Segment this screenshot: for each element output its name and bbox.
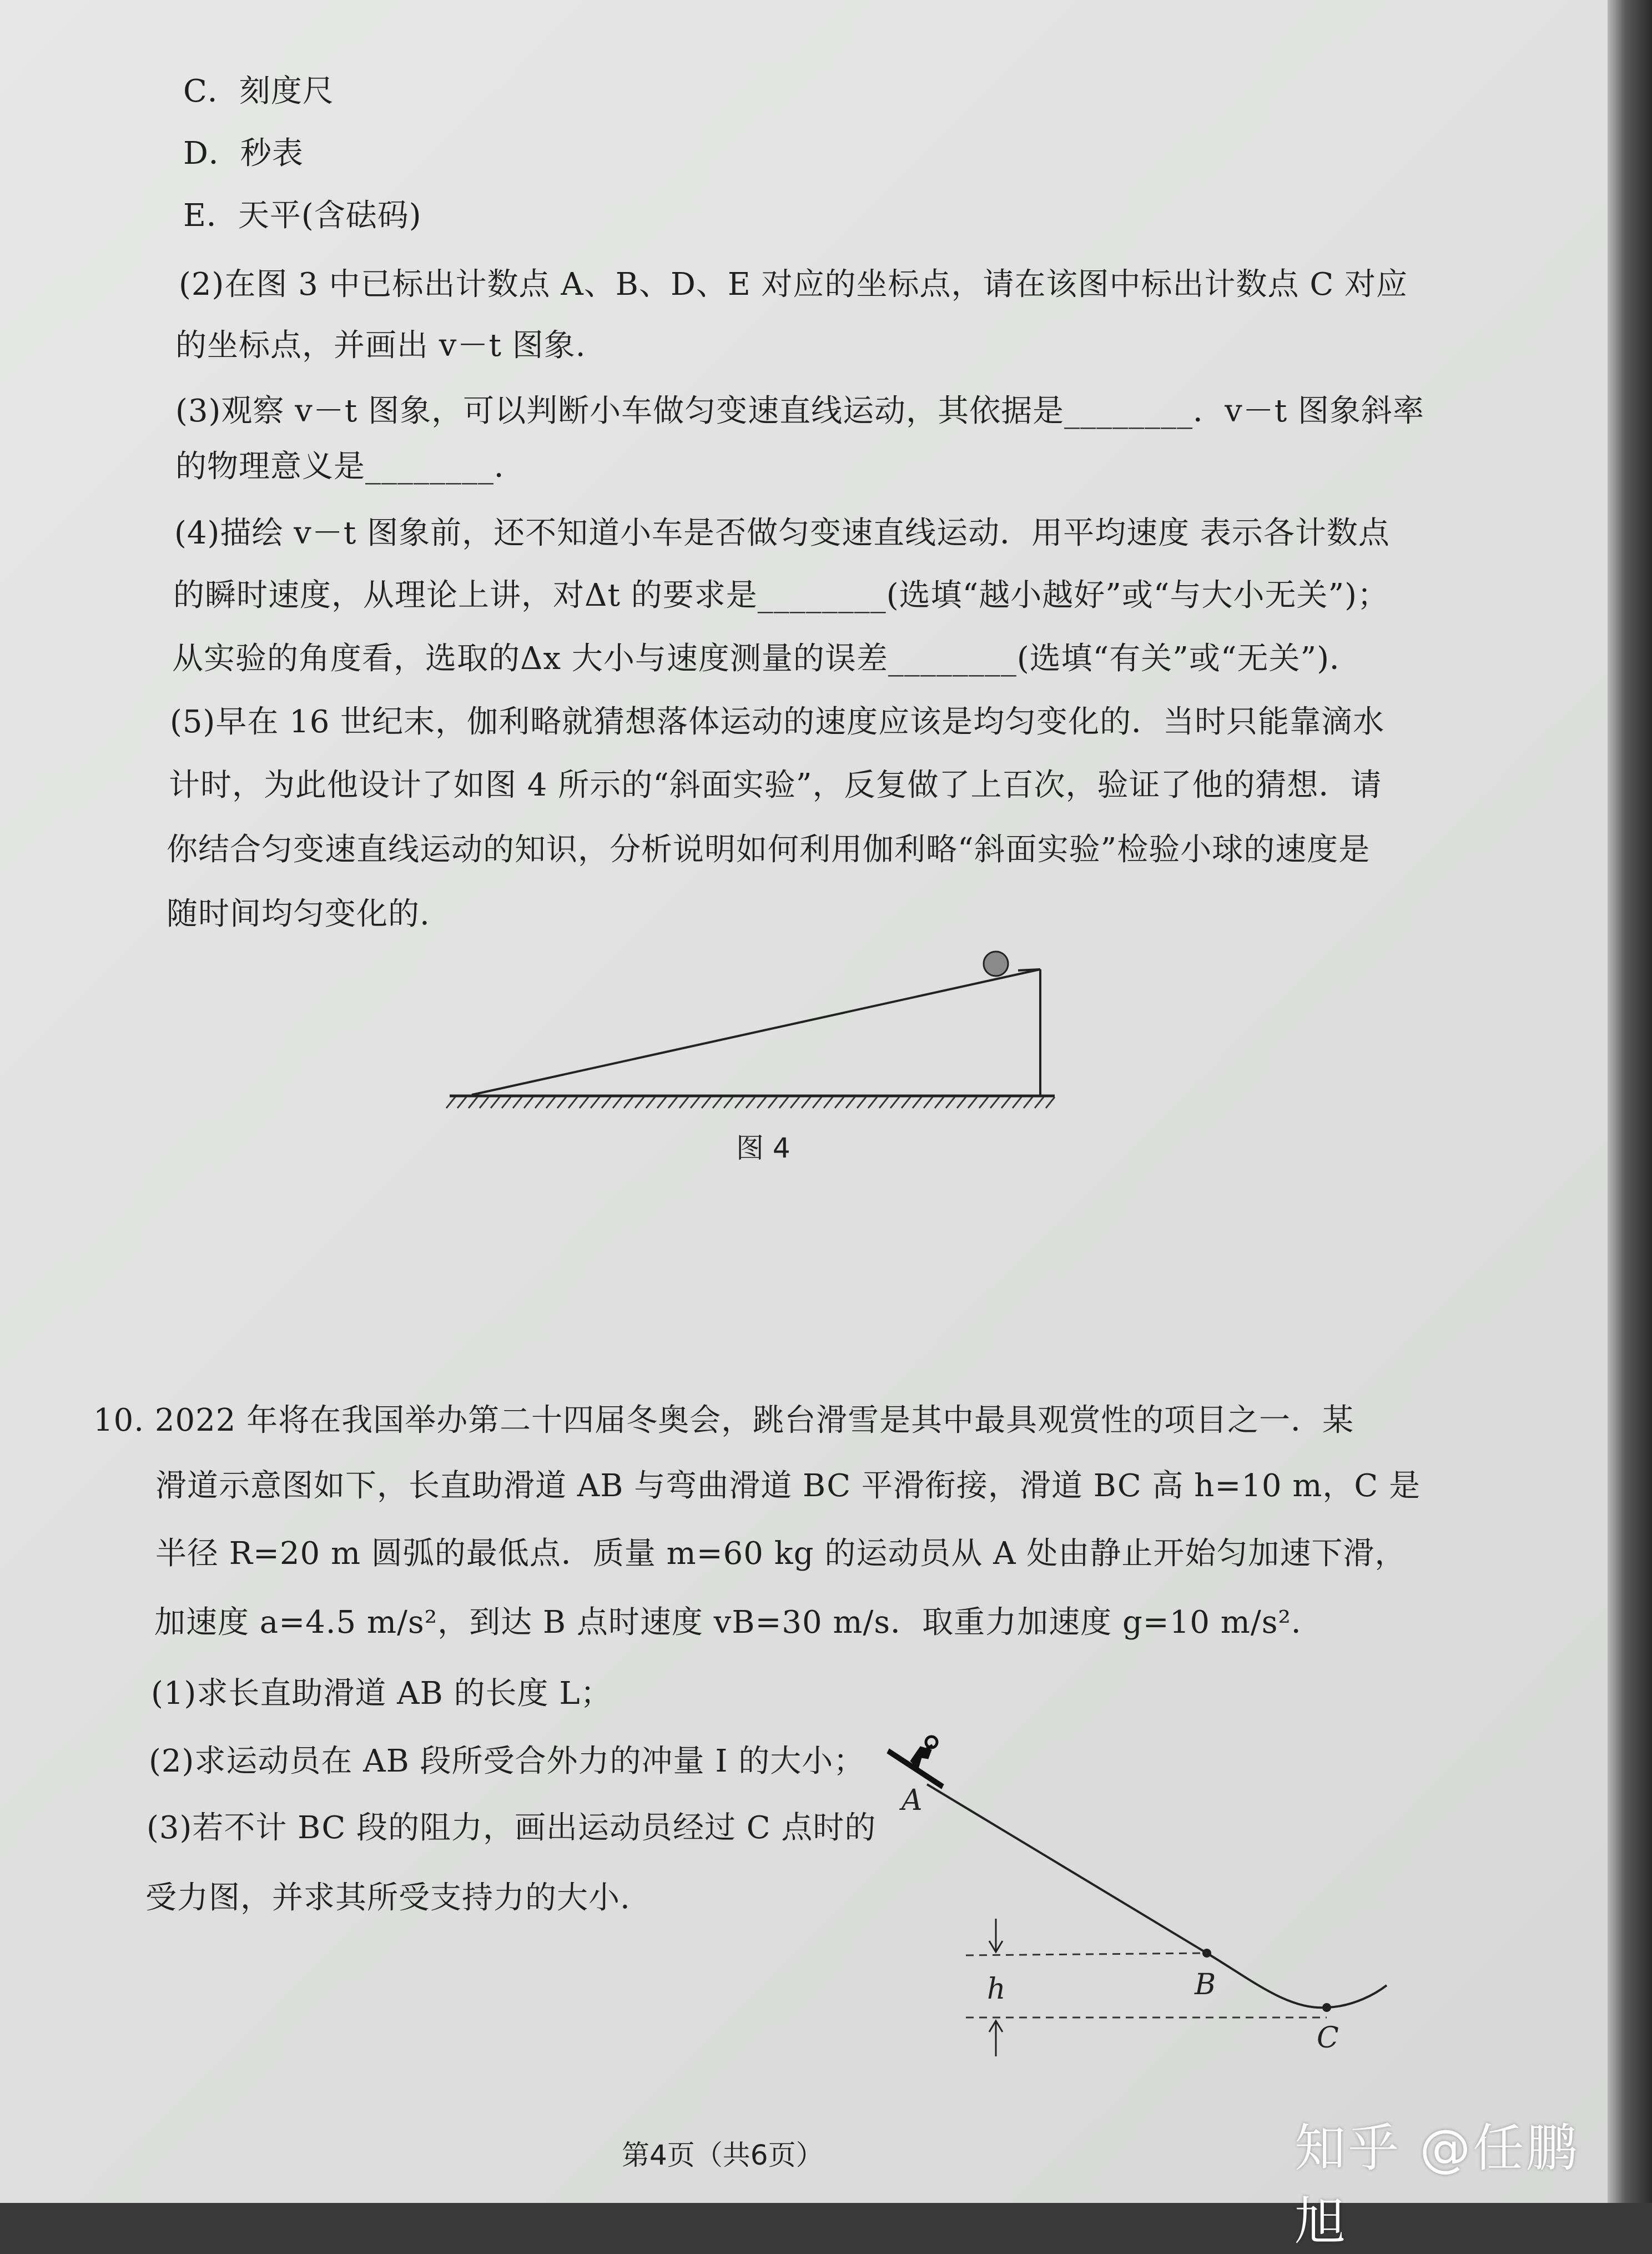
q9-line-10: 你结合匀变速直线运动的知识，分析说明如何利用伽利略“斜面实验”检验小球的速度是 [167,832,1371,868]
q10-line-7: (3)若不计 BC 段的阻力，画出运动员经过 C 点时的 [147,1810,877,1846]
curve-bc [1207,1953,1387,2008]
q9-line-2: 的坐标点，并画出 v－t 图象. [175,328,586,364]
q9-line-9: 计时，为此他设计了如图 4 所示的“斜面实验”，反复做了上百次，验证了他的猜想．请 [169,767,1382,803]
zhihu-watermark: 知乎 @任鹏旭 [1295,2119,1580,2251]
q10-line-1: 10. 2022 年将在我国举办第二十四届冬奥会，跳台滑雪是其中最具观赏性的项目之一．某 [93,1402,1354,1438]
q9-line-4: 的物理意义是________． [175,449,526,485]
q9-line-11: 随时间均匀变化的. [167,896,430,932]
q9-line-5: (4)描绘 v－t 图象前，还不知道小车是否做匀变速直线运动．用平均速度 表示各计数点 [174,515,1390,551]
ball [984,952,1008,976]
figure-4-caption: 图 4 [736,1132,790,1164]
point-c-dot [1322,2003,1331,2012]
q10-line-6: (2)求运动员在 AB 段所受合外力的冲量 I 的大小； [149,1743,865,1779]
q10-line-2: 滑道示意图如下，长直助滑道 AB 与弯曲滑道 BC 平滑衔接，滑道 BC 高 h=10 m，C 是 [155,1468,1421,1504]
ground-hatching [446,1097,1055,1108]
q10-line-4: 加速度 a=4.5 m/s²，到达 B 点时速度 vB=30 m/s．取重力加速度 g=10 m/s²． [154,1604,1323,1641]
option-c: C．刻度尺 [183,73,334,109]
skier-icon [887,1737,944,1789]
ski-slope-diagram [877,1727,1399,2082]
q10-line-3: 半径 R=20 m 圆弧的最低点．质量 m=60 kg 的运动员从 A 处由静止开始匀加速下滑， [155,1536,1407,1572]
ramp-ab [927,1784,1207,1953]
q9-line-3: (3)观察 v－t 图象，可以判断小车做匀变速直线运动，其依据是________．v－t 图象斜率 [175,393,1425,429]
label-c: C [1317,2021,1339,2055]
label-b: B [1195,1968,1216,2001]
q9-line-1: (2)在图 3 中已标出计数点 A、B、D、E 对应的坐标点，请在该图中标出计数点 C 对应 [179,266,1408,303]
dashed-line-b [966,1953,1207,1955]
incline-top-edge [1018,969,1040,970]
figure-4-incline [439,938,1066,1127]
dark-background-edge [1608,0,1652,2203]
q10-line-8: 受力图，并求其所受支持力的大小. [145,1880,631,1916]
q9-line-6: 的瞬时速度，从理论上讲，对Δt 的要求是________(选填“越小越好”或“与大小无关”)； [173,577,1389,613]
incline-surface [472,969,1040,1095]
label-a: A [901,1784,923,1817]
page-footer: 第4页（共6页） [622,2139,824,2171]
option-d: D．秒表 [183,135,304,172]
option-e: E．天平(含砝码) [183,198,422,234]
q9-line-8: (5)早在 16 世纪末，伽利略就猜想落体运动的速度应该是均匀变化的．当时只能靠滴水 [170,704,1385,740]
label-h: h [987,1973,1006,2006]
q10-line-5: (1)求长直助滑道 AB 的长度 L； [151,1676,612,1712]
q9-line-7: 从实验的角度看，选取的Δx 大小与速度测量的误差________(选填“有关”或“无关”)． [172,641,1362,677]
